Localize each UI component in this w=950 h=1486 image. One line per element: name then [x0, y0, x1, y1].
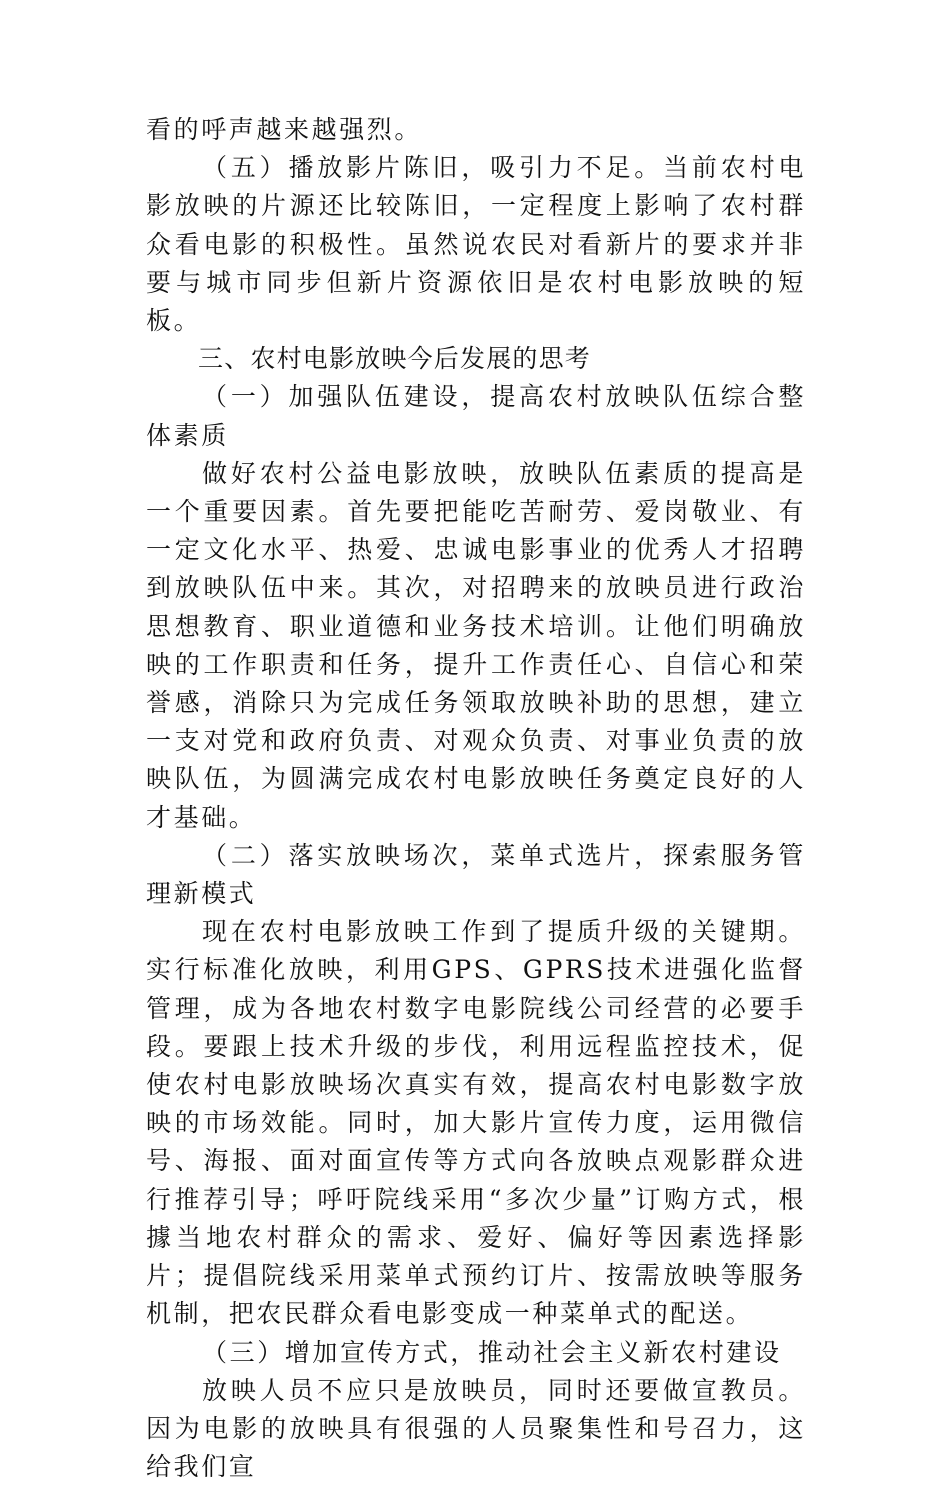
- document-page: [146, 111, 806, 1486]
- section-heading: 三、农村电影放映今后发展的思考: [198, 344, 592, 374]
- paragraph-team-building: 做好农村公益电影放映，放映队伍素质的提高是一个重要因素。首先要把能吃苦耐劳、爱岗敬业、有一定文化水平、热爱、忠诚电影事业的优秀人才招聘到放映队伍中来。其次，对招聘来的放映员进行政治思想教育、职业道德和业务技术培训。让他们明确放映的工作职责和任务，提升工作责任心、自信心和荣誉感，消除只为完成任务领取放映补助的思想，建立一支对党和政府负责、对观众负责、对事业负责的放映队伍，为圆满完成农村电影放映任务奠定良好的人才基础。: [146, 458, 806, 832]
- paragraph-continuation: 看的呼声越来越强烈。: [146, 115, 423, 144]
- paragraph-outdated-films: （五）播放影片陈旧，吸引力不足。当前农村电影放映的片源还比较陈旧，一定程度上影响了农村群众看电影的积极性。虽然说农民对看新片的要求并非要与城市同步但新片资源依旧是农村电影放映的短板。: [146, 153, 806, 336]
- subheading-team-building: （一）加强队伍建设，提高农村放映队伍综合整体素质: [146, 382, 806, 450]
- paragraph-screening-management: 现在农村电影放映工作到了提质升级的关键期。实行标准化放映，利用GPS、GPRS技术进强化监督管理，成为各地农村数字电影院线公司经营的必要手段。要跟上技术升级的步伐，利用远程监控技术，促使农村电影放映场次真实有效，提高农村电影数字放映的市场效能。同时，加大影片宣传力度，运用微信号、海报、面对面宣传等方式向各放映点观影群众进行推荐引导；呼吁院线采用“多次少量”订购方式，根據当地农村群众的需求、爱好、偏好等因素选择影片；提倡院线采用菜单式预约订片、按需放映等服务机制，把农民群众看电影变成一种菜单式的配送。: [146, 917, 806, 1329]
- subheading-publicity: （三）增加宣传方式，推动社会主义新农村建设: [202, 1337, 782, 1367]
- subheading-screening-management: （二）落实放映场次，菜单式选片，探索服务管理新模式: [146, 840, 806, 909]
- paragraph-publicity: 放映人员不应只是放映员，同时还要做宣教员。因为电影的放映具有很强的人员聚集性和号召力，这给我们宣: [146, 1375, 806, 1482]
